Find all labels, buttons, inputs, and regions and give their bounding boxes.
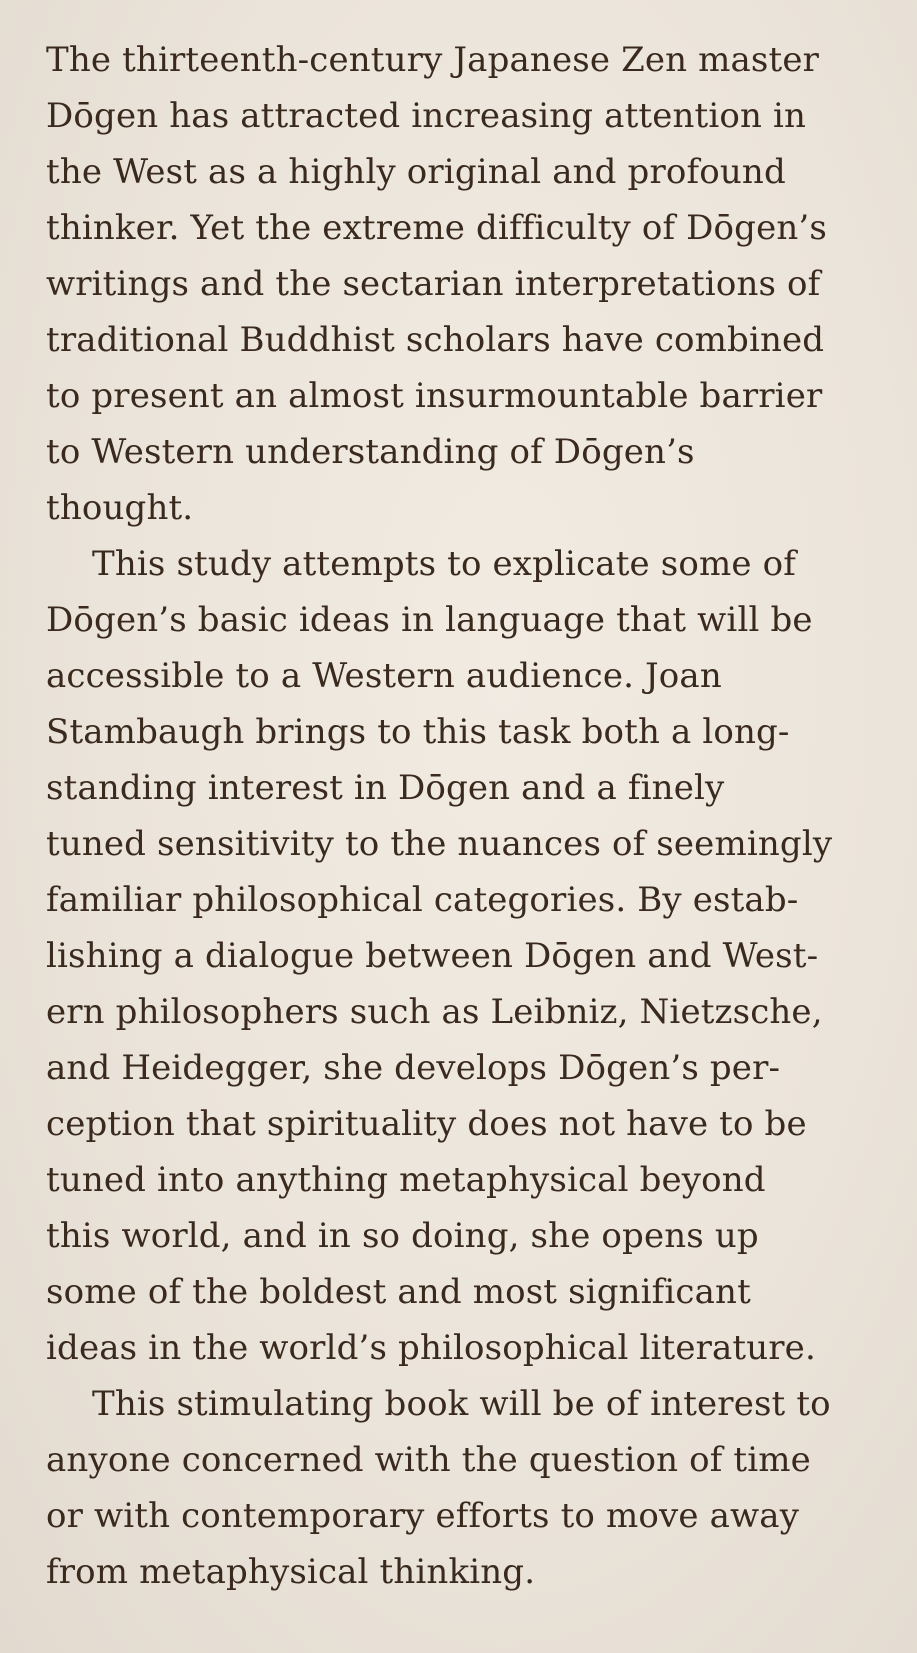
text-line: The thirteenth-century Japanese Zen master (46, 40, 820, 80)
text-line: ern philosophers such as Leibniz, Nietzsche, (46, 992, 823, 1032)
text-line: ception that spirituality does not have to be (46, 1104, 807, 1144)
text-line: This study attempts to explicate some of (92, 544, 796, 584)
paragraph-3 (46, 1376, 897, 1600)
text-line: tuned sensitivity to the nuances of seemingly (46, 824, 833, 864)
text-line: Stambaugh brings to this task both a long- (46, 712, 790, 752)
text-line: the West as a highly original and profound (46, 152, 786, 192)
text-line: writings and the sectarian interpretations of (46, 264, 821, 304)
text-line: and Heidegger, she develops Dōgen’s per- (46, 1048, 781, 1088)
text-line: tuned into anything metaphysical beyond (46, 1160, 766, 1200)
text-line: accessible to a Western audience. Joan (46, 656, 722, 696)
text-line: This stimulating book will be of interest to (92, 1384, 831, 1424)
text-line: to present an almost insurmountable barrier (46, 376, 823, 416)
text-line: some of the boldest and most significant (46, 1272, 751, 1312)
text-line: familiar philosophical categories. By estab- (46, 880, 799, 920)
text-line: from metaphysical thinking. (46, 1552, 536, 1592)
text-line: this world, and in so doing, she opens up (46, 1216, 759, 1256)
text-line: standing interest in Dōgen and a finely (46, 768, 725, 808)
paragraph-1 (46, 32, 897, 536)
text-line: thinker. Yet the extreme difficulty of Dōgen’s (46, 208, 827, 248)
text-line: to Western understanding of Dōgen’s (46, 432, 695, 472)
text-line: ideas in the world’s philosophical literature. (46, 1328, 816, 1368)
paragraph-2 (46, 536, 897, 1376)
text-line: or with contemporary efforts to move away (46, 1496, 800, 1536)
text-line: thought. (46, 488, 194, 528)
text-line: Dōgen has attracted increasing attention in (46, 96, 807, 136)
text-line: anyone concerned with the question of time (46, 1440, 811, 1480)
text-line: lishing a dialogue between Dōgen and West- (46, 936, 819, 976)
text-line: Dōgen’s basic ideas in language that will be (46, 600, 813, 640)
text-line: traditional Buddhist scholars have combined (46, 320, 825, 360)
